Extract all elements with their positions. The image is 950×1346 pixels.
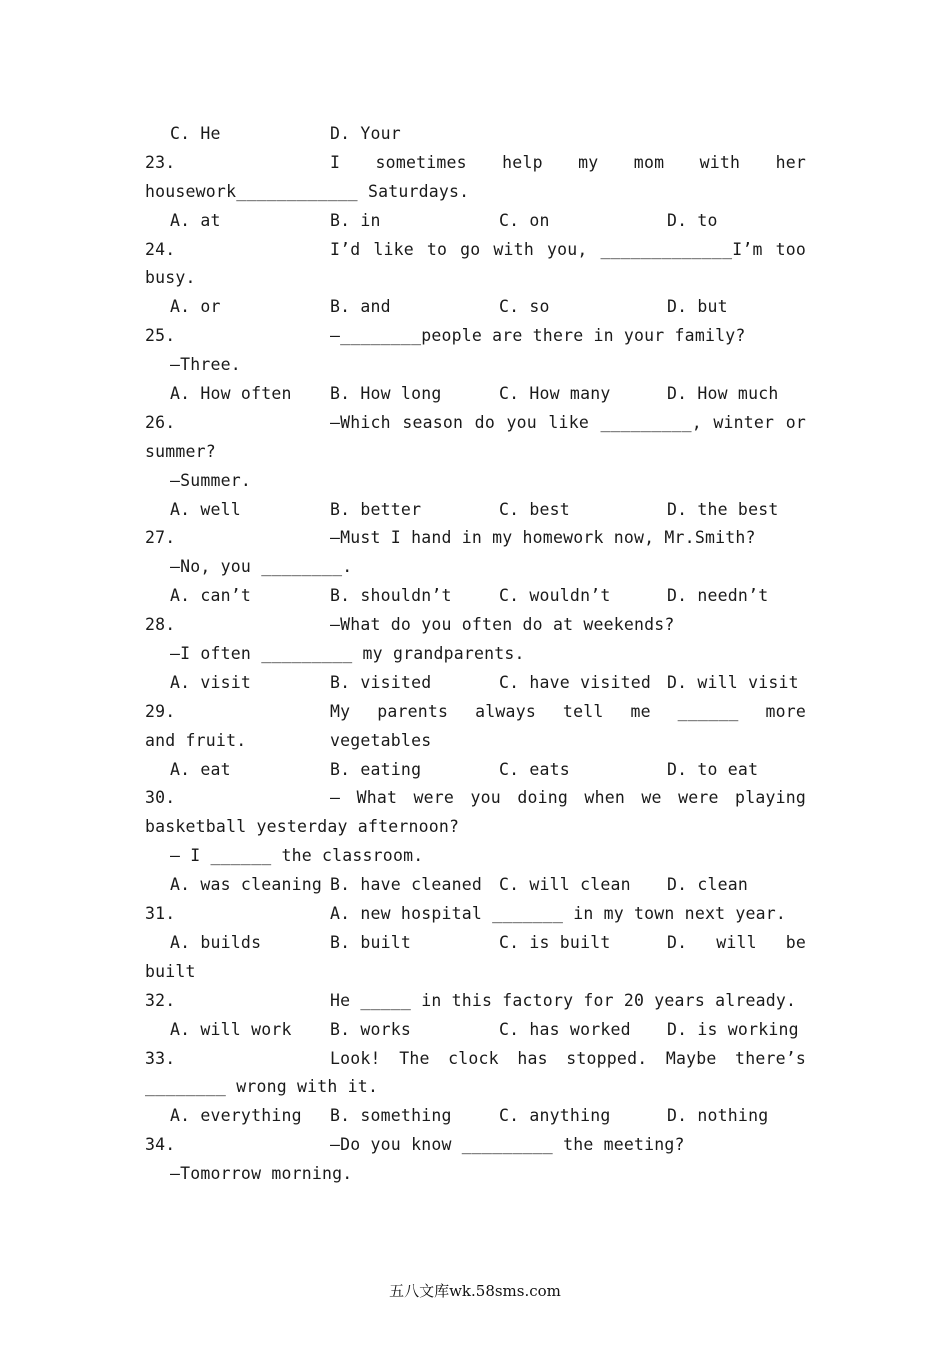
option-d: D. nothing [667, 1106, 769, 1126]
option-d: D. Your [330, 124, 401, 143]
question-continuation: basketball yesterday afternoon? [145, 817, 460, 837]
option-b: B. better [330, 499, 422, 519]
option-c: C. have visited [499, 672, 652, 692]
option-d: D. will be [667, 932, 806, 952]
option-a: A. How often [170, 384, 292, 404]
option-row [145, 669, 806, 698]
option-b: B. in [330, 210, 381, 230]
option-a: A. will work [170, 1019, 292, 1039]
option-b: B. eating [330, 759, 422, 779]
question-number: 32. [145, 990, 176, 1010]
question-number: 34. [145, 1135, 176, 1155]
option-row [145, 120, 806, 149]
question-28 [145, 611, 806, 640]
question-25 [145, 322, 806, 351]
question-23 [145, 149, 806, 178]
question-number: 25. [145, 326, 176, 346]
question-number: 24. [145, 239, 176, 259]
question-number: 33. [145, 1048, 176, 1068]
option-d: D. needn’t [667, 586, 769, 606]
option-d: D. clean [667, 875, 749, 895]
option-d: D. will visit [667, 672, 799, 692]
option-b: B. built [330, 932, 412, 952]
option-a: A. or [170, 297, 221, 317]
dialogue-answer: —Three. [170, 355, 241, 375]
question-26 [145, 409, 806, 438]
question-number: 29. [145, 701, 176, 721]
option-row [145, 582, 806, 611]
question-stem: —Do you know _________ the meeting? [330, 1135, 685, 1155]
option-a: A. at [170, 210, 221, 230]
option-c: C. on [499, 210, 550, 230]
question-stem: —What do you often do at weekends? [330, 615, 675, 635]
option-c: C. has worked [499, 1019, 631, 1039]
question-stem: —Which season do you like _________, winter or [330, 412, 806, 432]
question-stem: — What were you doing when we were playing [330, 788, 806, 808]
question-stem: He _____ in this factory for 20 years already. [330, 990, 797, 1010]
option-row [145, 1016, 806, 1045]
dialogue-answer: —I often _________ my grandparents. [170, 644, 525, 664]
question-31 [145, 900, 806, 929]
option-a: A. builds [170, 932, 262, 952]
option-b: B. How long [330, 384, 442, 404]
question-32 [145, 987, 806, 1016]
question-continuation: summer? [145, 441, 216, 461]
option-row [145, 496, 806, 525]
option-c: C. He [170, 124, 221, 143]
option-c: C. eats [499, 759, 570, 779]
question-stem: —Must I hand in my homework now, Mr.Smith? [330, 528, 756, 548]
option-a: A. eat [170, 759, 231, 779]
question-number: 26. [145, 412, 176, 432]
question-24 [145, 236, 806, 265]
option-row [145, 207, 806, 236]
question-number: 31. [145, 904, 176, 924]
option-d: D. but [667, 297, 728, 317]
option-c: C. anything [499, 1106, 611, 1126]
option-c: C. so [499, 297, 550, 317]
dialogue-answer: —No, you ________. [170, 557, 353, 577]
question-34 [145, 1131, 806, 1160]
option-row [145, 756, 806, 785]
dialogue-answer: —Tomorrow morning. [170, 1164, 353, 1184]
option-row [145, 929, 806, 958]
question-stem: Look! The clock has stopped. Maybe there’s [330, 1048, 806, 1068]
question-continuation: built [145, 961, 196, 981]
option-a: A. was cleaning [170, 875, 323, 895]
option-d: D. to [667, 210, 718, 230]
option-b: B. shouldn’t [330, 586, 452, 606]
option-c: C. will clean [499, 875, 631, 895]
option-c: C. wouldn’t [499, 586, 611, 606]
option-a: A. can’t [170, 586, 252, 606]
option-b: B. works [330, 1019, 412, 1039]
question-27 [145, 524, 806, 553]
question-stem: A. new hospital _______ in my town next year. [330, 904, 787, 924]
option-c: C. How many [499, 384, 611, 404]
option-c: C. is built [499, 932, 611, 952]
option-d: D. is working [667, 1019, 799, 1039]
dialogue-answer: — I ______ the classroom. [170, 846, 424, 866]
option-b: B. visited [330, 672, 432, 692]
option-b: B. something [330, 1106, 452, 1126]
question-stem: I sometimes help my mom with her [330, 152, 806, 172]
question-33 [145, 1045, 806, 1074]
option-row [145, 1102, 806, 1131]
option-d: D. How much [667, 384, 779, 404]
option-a: A. well [170, 499, 241, 519]
option-row [145, 293, 806, 322]
option-d: D. to eat [667, 759, 759, 779]
option-c: C. best [499, 499, 570, 519]
option-d: D. the best [667, 499, 779, 519]
page-footer-watermark: 五八文库wk.58sms.com [389, 1282, 561, 1300]
worksheet-page [145, 120, 806, 1189]
dialogue-answer: —Summer. [170, 470, 252, 490]
question-continuation: and fruit. [145, 730, 247, 750]
option-a: A. everything [170, 1106, 302, 1126]
question-continuation: ________ wrong with it. [145, 1077, 379, 1097]
question-stem: —________people are there in your family? [330, 326, 746, 346]
question-stem: My parents always tell me ______ more vegetables [330, 701, 806, 750]
option-b: B. and [330, 297, 391, 317]
option-row [145, 380, 806, 409]
option-row [145, 871, 806, 900]
question-continuation: busy. [145, 268, 196, 288]
option-a: A. visit [170, 672, 252, 692]
question-number: 23. [145, 152, 176, 172]
question-number: 30. [145, 788, 176, 808]
question-30 [145, 784, 806, 813]
question-number: 28. [145, 615, 176, 635]
option-b: B. have cleaned [330, 875, 483, 895]
question-stem: I’d like to go with you, _____________I’m too [330, 239, 806, 259]
question-continuation: housework____________ Saturdays. [145, 181, 470, 201]
question-number: 27. [145, 528, 176, 548]
